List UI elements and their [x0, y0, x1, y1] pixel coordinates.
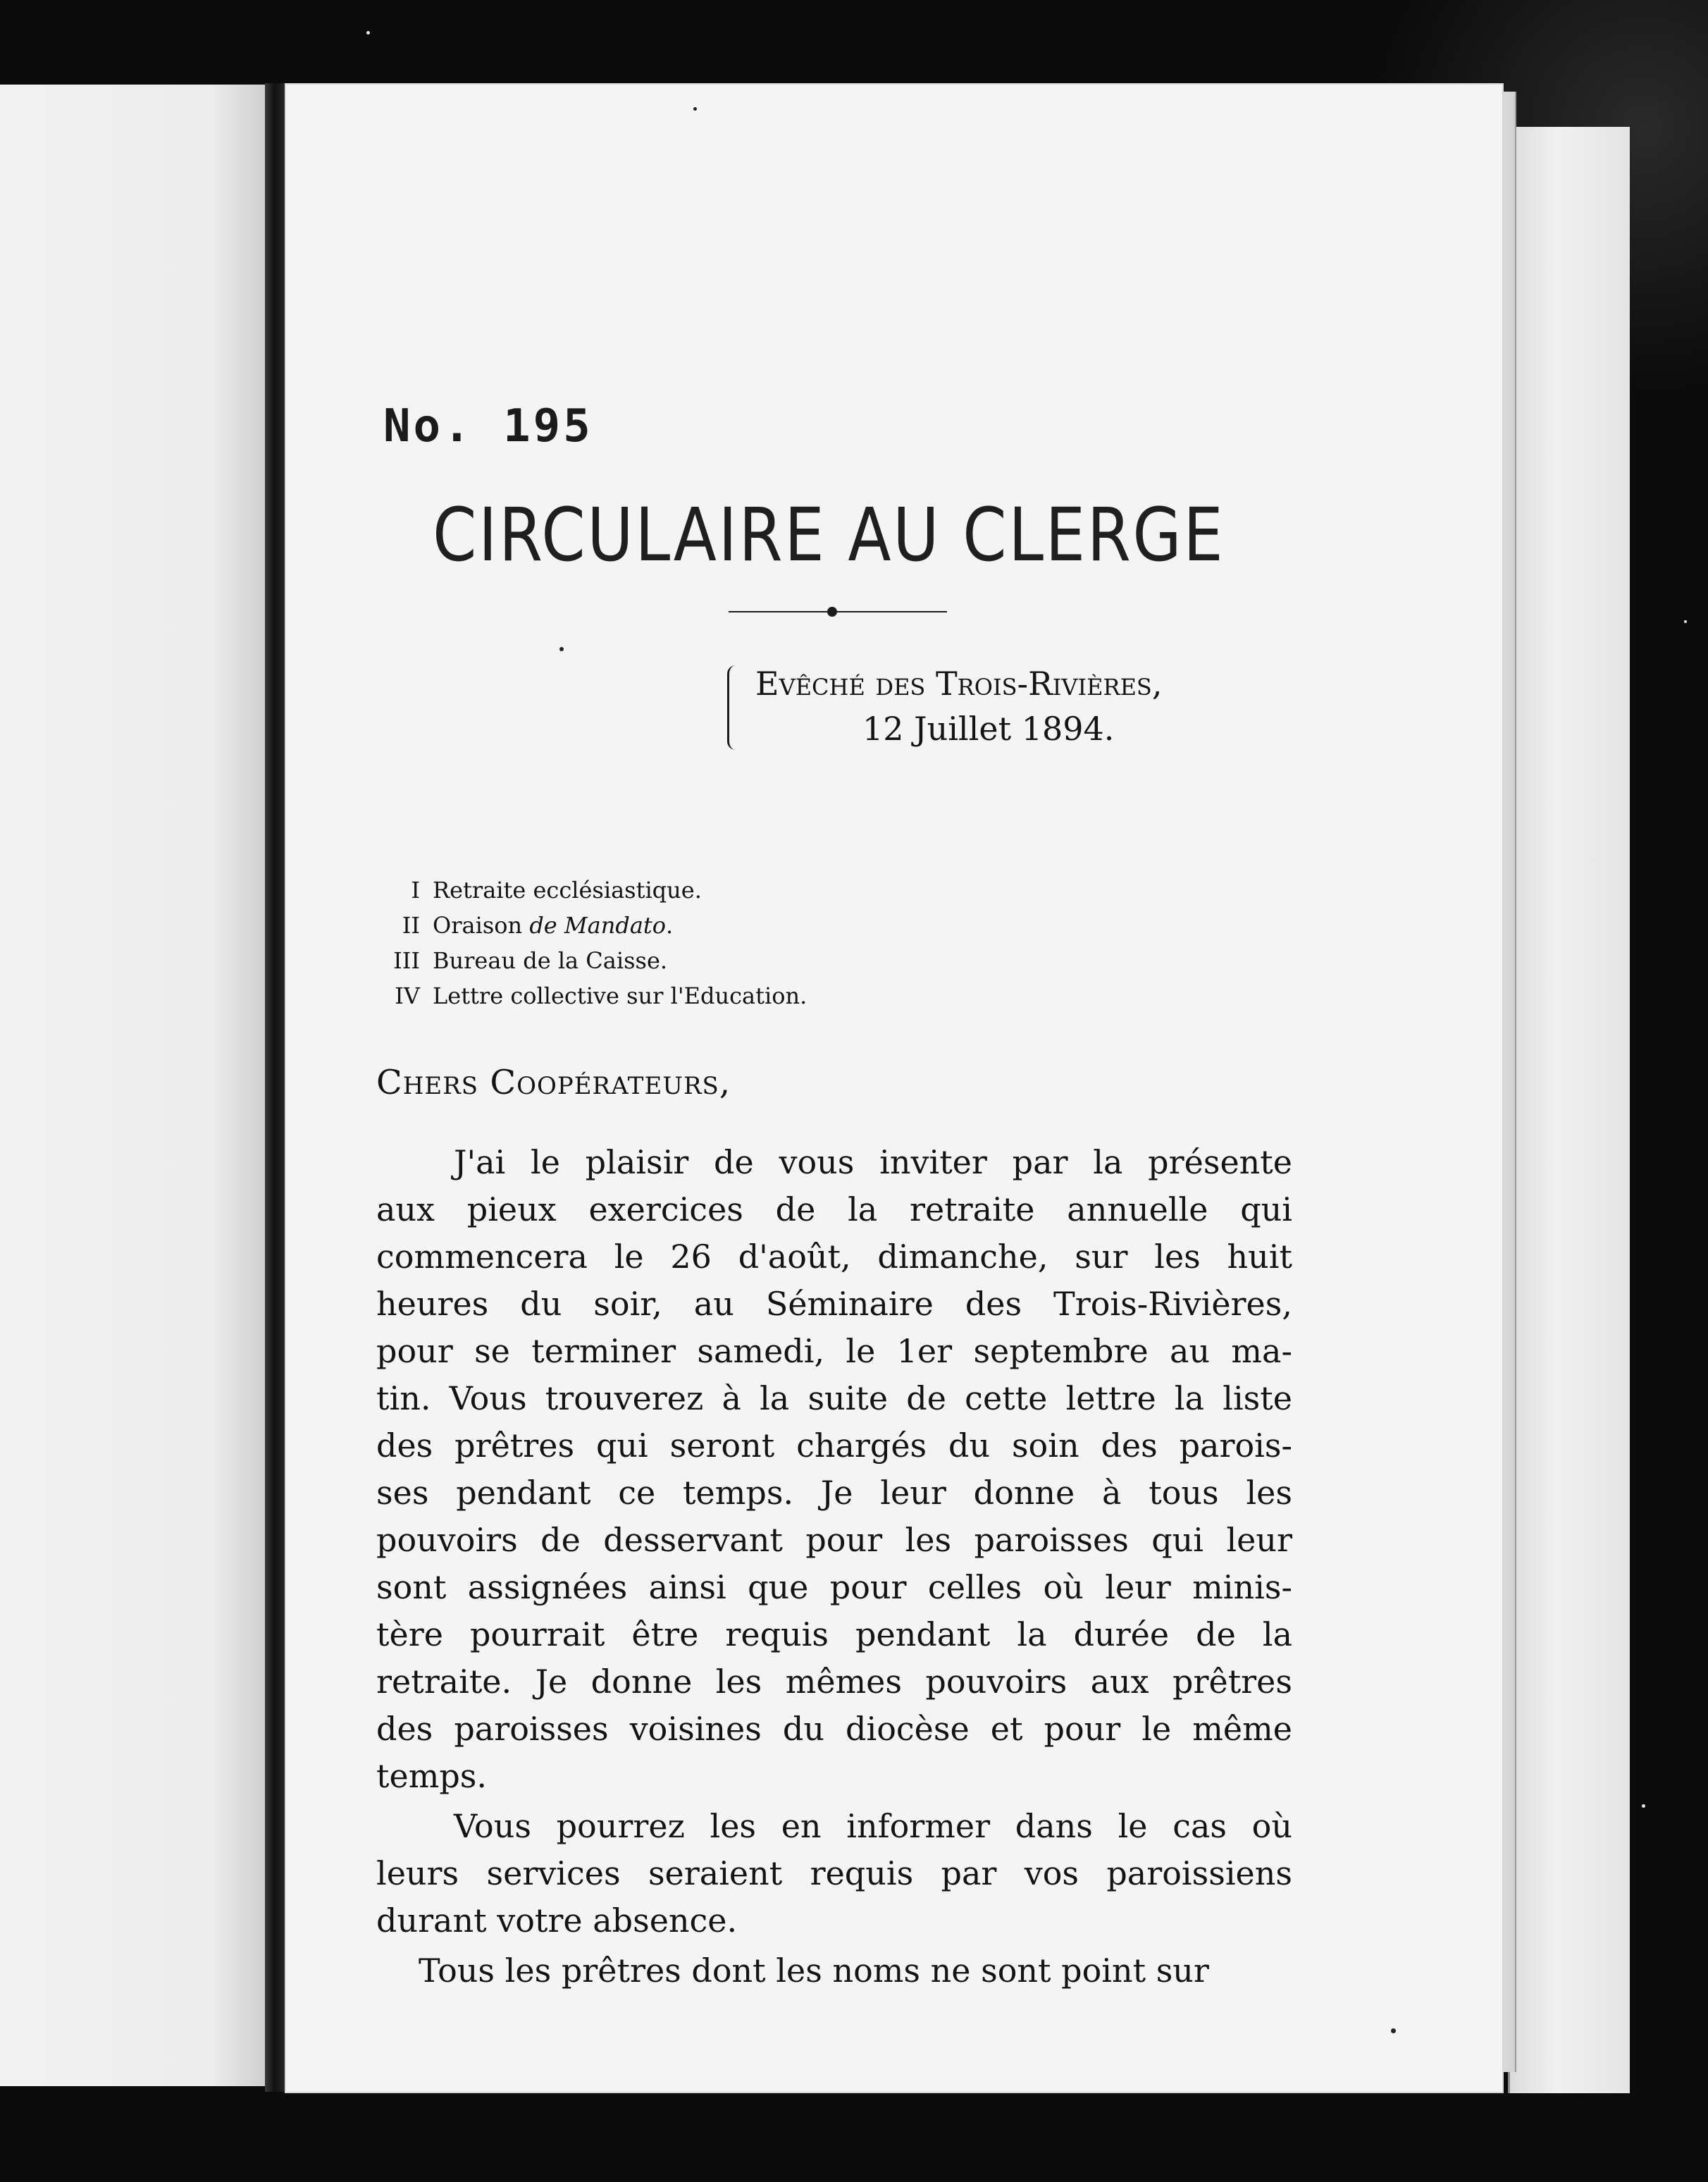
contents-item	[376, 908, 1081, 943]
contents-item-number: III	[393, 947, 420, 974]
contents-item-number: IV	[395, 982, 420, 1009]
body-line: des paroisses voisines du diocèse et pour le même	[376, 1710, 1292, 1748]
scan-speck	[559, 647, 564, 651]
scan-speck	[1391, 2028, 1396, 2033]
contents-item-number: II	[402, 912, 420, 939]
contents-list	[376, 873, 1081, 1013]
page-title: CIRCULAIRE AU CLERGE	[433, 492, 1225, 578]
body-paragraph	[376, 1803, 1292, 1944]
scan-speck	[1592, 860, 1597, 864]
back-page-edge	[1508, 127, 1630, 2093]
scan-speck	[1684, 620, 1687, 623]
contents-item	[376, 978, 1081, 1013]
body-line: Tous les prêtres dont les noms ne sont point sur	[419, 1952, 1209, 1990]
body-line: pour se terminer samedi, le 1er septembre au ma-	[376, 1332, 1292, 1370]
contents-item-number: I	[411, 877, 420, 904]
body-paragraph	[376, 1139, 1292, 1800]
circular-number: No. 195	[383, 400, 593, 452]
contents-item	[376, 943, 1081, 978]
body-line: heures du soir, au Séminaire des Trois-Rivières,	[376, 1285, 1292, 1323]
body-line: sont assignées ainsi que pour celles où leur minis-	[376, 1568, 1292, 1606]
contents-item	[376, 873, 1081, 908]
body-line: aux pieux exercices de la retraite annuelle qui	[376, 1190, 1292, 1228]
body-line: temps.	[376, 1757, 488, 1795]
body-line: retraite. Je donne les mêmes pouvoirs aux prêtres	[376, 1663, 1292, 1701]
body-line: leurs services seraient requis par vos paroissiens	[376, 1854, 1292, 1892]
body-line: J'ai le plaisir de vous inviter par la présente	[454, 1143, 1292, 1181]
body-line: tin. Vous trouverez à la suite de cette lettre la liste	[376, 1379, 1292, 1417]
book-gutter	[265, 83, 286, 2092]
brace-mark	[727, 665, 743, 750]
body-line: Vous pourrez les en informer dans le cas où	[454, 1807, 1292, 1845]
left-facing-page	[0, 85, 265, 2086]
contents-item-text: Bureau de la Caisse.	[433, 947, 668, 974]
body-text	[376, 1139, 1292, 1995]
dateline-place: Evêché des Trois-Rivières,	[755, 665, 1163, 703]
contents-item-text: Oraison de Mandato.	[433, 912, 674, 939]
contents-item-text: Lettre collective sur l'Education.	[433, 982, 807, 1009]
body-line: pouvoirs de desservant pour les paroisses qui leur	[376, 1521, 1292, 1559]
scan-speck	[1642, 1804, 1645, 1808]
body-paragraph	[376, 1947, 1292, 1995]
body-line: commencera le 26 d'août, dimanche, sur les huit	[376, 1238, 1292, 1276]
dateline-date: 12 Juillet 1894.	[862, 710, 1115, 748]
body-line: ses pendant ce temps. Je leur donne à tous les	[376, 1474, 1292, 1512]
body-line: tère pourrait être requis pendant la durée de la	[376, 1615, 1292, 1653]
scan-speck	[366, 31, 370, 35]
contents-item-text: Retraite ecclésiastique.	[433, 877, 702, 904]
title-ornament-rule	[729, 605, 947, 619]
scan-speck	[693, 107, 697, 111]
body-line: durant votre absence.	[376, 1901, 738, 1940]
document-page	[285, 83, 1504, 2093]
body-line: des prêtres qui seront chargés du soin des parois-	[376, 1426, 1292, 1465]
salutation: Chers Coopérateurs,	[376, 1063, 731, 1102]
